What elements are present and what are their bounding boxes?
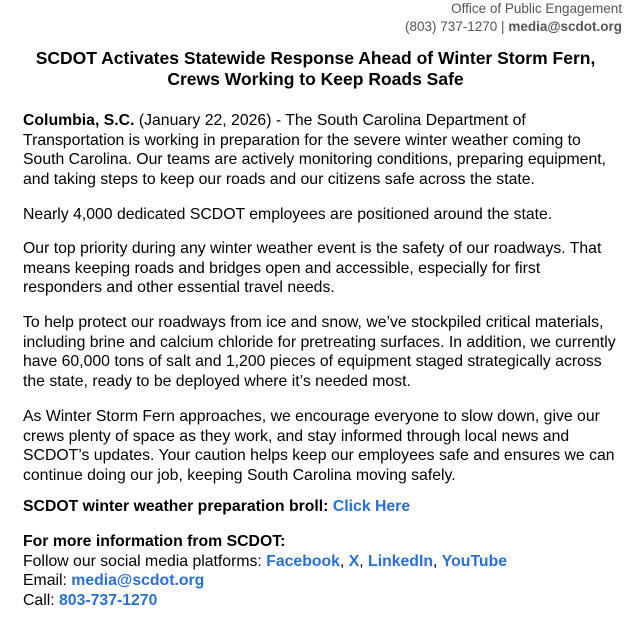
paragraph-priority: Our top priority during any winter weather event is the safety of our roadways. That means keeping roads and bridges open and accessible, especially for first responders and other essential travel needs. [23, 240, 602, 296]
office-phone: (803) 737-1270 | [404, 19, 505, 34]
paragraph-caution: As Winter Storm Fern approaches, we encourage everyone to slow down, give our crews plenty of space as they work, and stay informed through local news and SCDOT’s updates. Your caution helps keep our employees safe and ensures we can continue doing our job, keeping South Carolina moving safely. [23, 408, 615, 484]
office-header [405, 0, 622, 36]
call-label: Call: [23, 591, 59, 609]
paragraph-materials: To help protect our roadways from ice and snow, we’ve stockpiled critical materials, including brine and calcium chloride for pretreating surfaces. In addition, we currently have 60,000 tons of salt and 1,200 pieces of equipment staged strategically across the state, ready to be deployed where it’s needed most. [23, 314, 616, 390]
social-line [23, 552, 623, 572]
paragraph-employees: Nearly 4,000 dedicated SCDOT employees are positioned around the state. [23, 206, 553, 223]
social-separator: , [339, 552, 349, 570]
dateline: Columbia, S.C. [23, 112, 135, 129]
title-line-1: SCDOT Activates Statewide Response Ahead of Winter Storm Fern, [35, 48, 596, 68]
x-link[interactable]: X [348, 552, 360, 570]
office-name: Office of Public Engagement [451, 1, 622, 16]
broll-line [23, 497, 623, 517]
office-contact-line [405, 18, 622, 36]
paragraph-intro [23, 111, 623, 189]
facebook-link[interactable]: Facebook [266, 552, 340, 570]
call-line [23, 591, 623, 611]
social-separator: , [433, 552, 442, 570]
linkedin-link[interactable]: LinkedIn [368, 552, 433, 570]
broll-label: SCDOT winter weather preparation broll: [23, 498, 333, 515]
youtube-link[interactable]: YouTube [441, 552, 508, 570]
contact-heading: For more information from SCDOT: [23, 533, 286, 550]
contact-email-link[interactable]: media@scdot.org [71, 572, 205, 589]
email-label: Email: [23, 572, 72, 589]
contact-block [23, 532, 623, 610]
social-label: Follow our social media platforms: [23, 552, 267, 570]
social-separator: , [359, 552, 369, 570]
intro-text: (January 22, 2026) - The South Carolina Department of Transportation is working in preparation for the severe winter weather coming to South Carolina. Our teams are actively monitoring conditions, preparing equipment, and taking steps to keep our roads and our citizens safe across the state. [23, 112, 607, 188]
broll-click-here-link[interactable]: Click Here [332, 498, 411, 515]
office-email[interactable]: media@scdot.org [508, 19, 622, 34]
contact-phone-link[interactable]: 803-737-1270 [59, 591, 158, 609]
press-release-title [0, 48, 631, 90]
email-line [23, 571, 623, 591]
title-line-2: Crews Working to Keep Roads Safe [167, 69, 464, 89]
